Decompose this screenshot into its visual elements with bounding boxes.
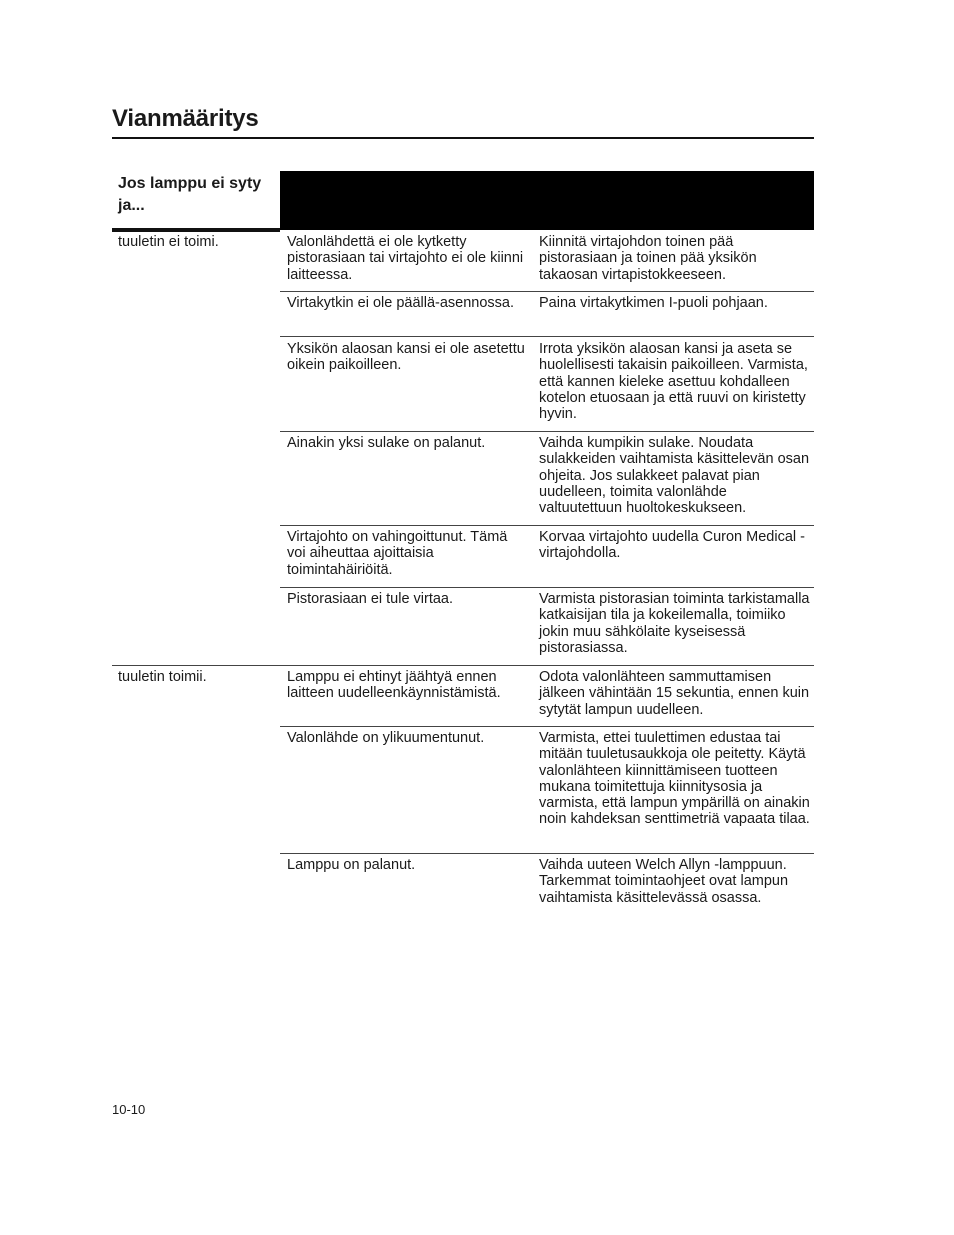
row-divider bbox=[280, 587, 814, 588]
cause-cell: Yksikön alaosan kansi ei ole asetettu oikein paikoilleen. bbox=[287, 341, 525, 374]
row-divider bbox=[280, 525, 814, 526]
group-divider bbox=[112, 665, 814, 666]
header-underline bbox=[112, 228, 280, 232]
title-divider bbox=[112, 137, 814, 139]
fix-cell: Vaihda kumpikin sulake. Noudata sulakkeiden vaihtamista käsittelevän osan ohjeita. Jos sulakkeet palavat pian uudelleen, toimita valonlähde valtuutettuun huoltokeskukseen. bbox=[539, 435, 810, 517]
fix-cell: Odota valonlähteen sammuttamisen jälkeen vähintään 15 sekuntia, ennen kuin sytytät lampun uudelleen. bbox=[539, 669, 810, 718]
row-divider bbox=[280, 336, 814, 337]
fix-cell: Irrota yksikön alaosan kansi ja aseta se huolellisesti takaisin paikoilleen. Varmista, että kannen kieleke asettuu kohdalleen kotelon etuosaan ja että ruuvi on kiristetty hyvin. bbox=[539, 341, 808, 423]
cause-cell: Virtajohto on vahingoittunut. Tämä voi aiheuttaa ajoittaisia toimintahäiriöitä. bbox=[287, 529, 508, 578]
fix-cell: Varmista, ettei tuulettimen edustaa tai mitään tuuletusaukkoja ole peitetty. Käytä valonlähteen kiinnittämiseen tuotteen mukana toimitettuja kiinnitysosia ja varmista, että lampun ympärillä on ainakin noin kahdeksan senttimetriä vapaata tilaa. bbox=[539, 730, 810, 828]
fix-cell: Kiinnitä virtajohdon toinen pää pistorasiaan ja toinen pää yksikön takaosan virtapistokkeeseen. bbox=[539, 234, 757, 283]
cause-cell: Valonlähdettä ei ole kytketty pistorasiaan tai virtajohto ei ole kiinni laitteessa. bbox=[287, 234, 524, 283]
group-label-fan-not-working: tuuletin ei toimi. bbox=[118, 234, 219, 250]
table-header-band bbox=[280, 171, 814, 230]
cause-cell: Valonlähde on ylikuumentunut. bbox=[287, 730, 485, 746]
fix-cell: Paina virtakytkimen I-puoli pohjaan. bbox=[539, 295, 768, 311]
cause-cell: Pistorasiaan ei tule virtaa. bbox=[287, 591, 454, 607]
row-divider bbox=[280, 726, 814, 727]
cause-cell: Ainakin yksi sulake on palanut. bbox=[287, 435, 486, 451]
page-title: Vianmääritys bbox=[112, 105, 259, 132]
fix-cell: Korvaa virtajohto uudella Curon Medical -virtajohdolla. bbox=[539, 529, 805, 562]
cause-cell: Virtakytkin ei ole päällä-asennossa. bbox=[287, 295, 515, 311]
row-divider bbox=[280, 431, 814, 432]
fix-cell: Varmista pistorasian toiminta tarkistamalla katkaisijan tila ja kokeilemalla, toimiiko jokin muu sähkölaite kyseisessä pistorasiassa. bbox=[539, 591, 810, 656]
table-header-label: Jos lamppu ei syty ja... bbox=[118, 175, 262, 214]
row-divider bbox=[280, 291, 814, 292]
fix-cell: Vaihda uuteen Welch Allyn -lamppuun. Tarkemmat toimintaohjeet ovat lampun vaihtamista käsittelevässä osassa. bbox=[539, 857, 789, 906]
page-number: 10-10 bbox=[112, 1102, 146, 1117]
cause-cell: Lamppu on palanut. bbox=[287, 857, 416, 873]
cause-cell: Lamppu ei ehtinyt jäähtyä ennen laitteen uudelleenkäynnistämistä. bbox=[287, 669, 501, 702]
row-divider bbox=[280, 853, 814, 854]
group-label-fan-working: tuuletin toimii. bbox=[118, 669, 207, 685]
